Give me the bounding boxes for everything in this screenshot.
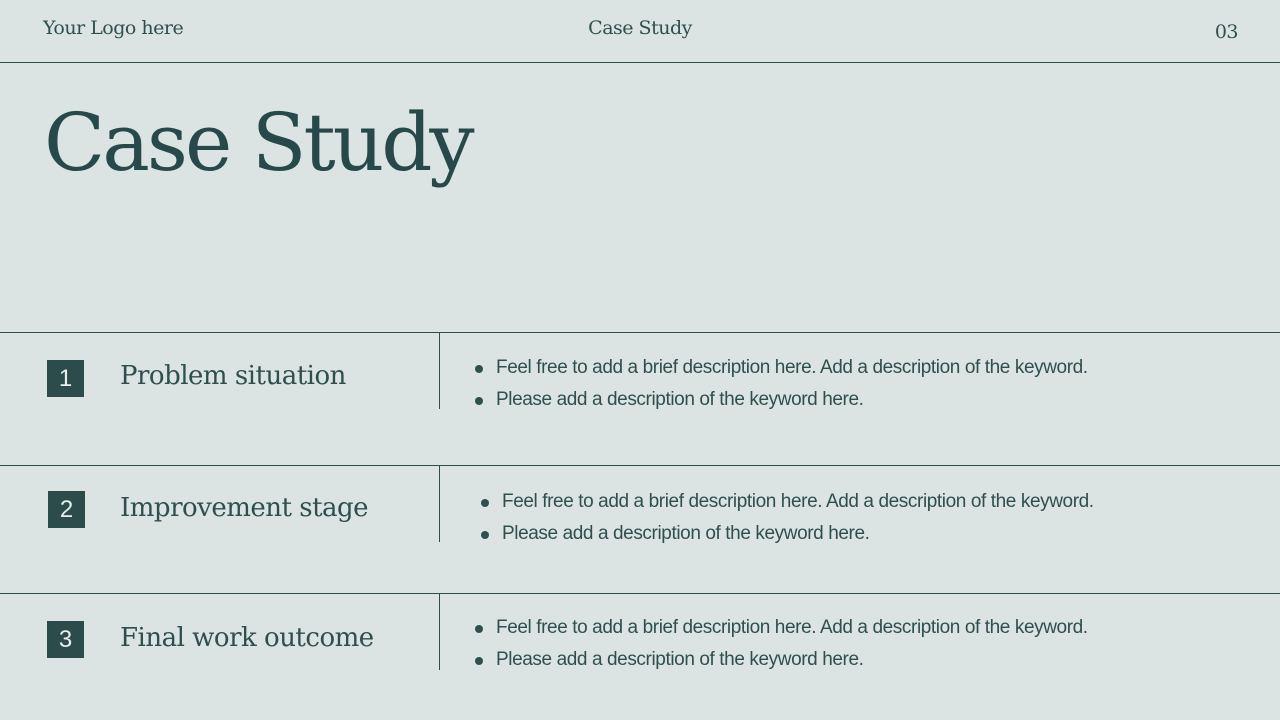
step-bullets xyxy=(475,612,1088,676)
page-title: Case Study xyxy=(44,96,472,189)
column-divider xyxy=(439,466,440,542)
step-label: Problem situation xyxy=(120,361,346,391)
page-number: 03 xyxy=(1214,21,1238,43)
bullet-item: Feel free to add a brief description here. Add a description of the keyword. xyxy=(475,352,1088,384)
step-bullets xyxy=(481,486,1094,550)
row-divider xyxy=(0,465,1280,466)
bullet-item: Feel free to add a brief description here. Add a description of the keyword. xyxy=(481,486,1094,518)
step-label: Improvement stage xyxy=(120,493,369,523)
step-number-badge: 1 xyxy=(47,360,84,397)
header-title: Case Study xyxy=(588,17,692,39)
header-divider xyxy=(0,62,1280,63)
step-number-badge: 2 xyxy=(48,491,85,528)
step-label: Final work outcome xyxy=(120,623,374,653)
step-bullets xyxy=(475,352,1088,416)
bullet-item: Please add a description of the keyword here. xyxy=(475,644,1088,676)
bullet-item: Please add a description of the keyword here. xyxy=(481,518,1094,550)
column-divider xyxy=(439,594,440,670)
row-divider xyxy=(0,332,1280,333)
row-divider xyxy=(0,593,1280,594)
bullet-item: Please add a description of the keyword here. xyxy=(475,384,1088,416)
step-number-badge: 3 xyxy=(47,621,84,658)
bullet-item: Feel free to add a brief description here. Add a description of the keyword. xyxy=(475,612,1088,644)
logo-text: Your Logo here xyxy=(43,17,184,39)
column-divider xyxy=(439,333,440,409)
